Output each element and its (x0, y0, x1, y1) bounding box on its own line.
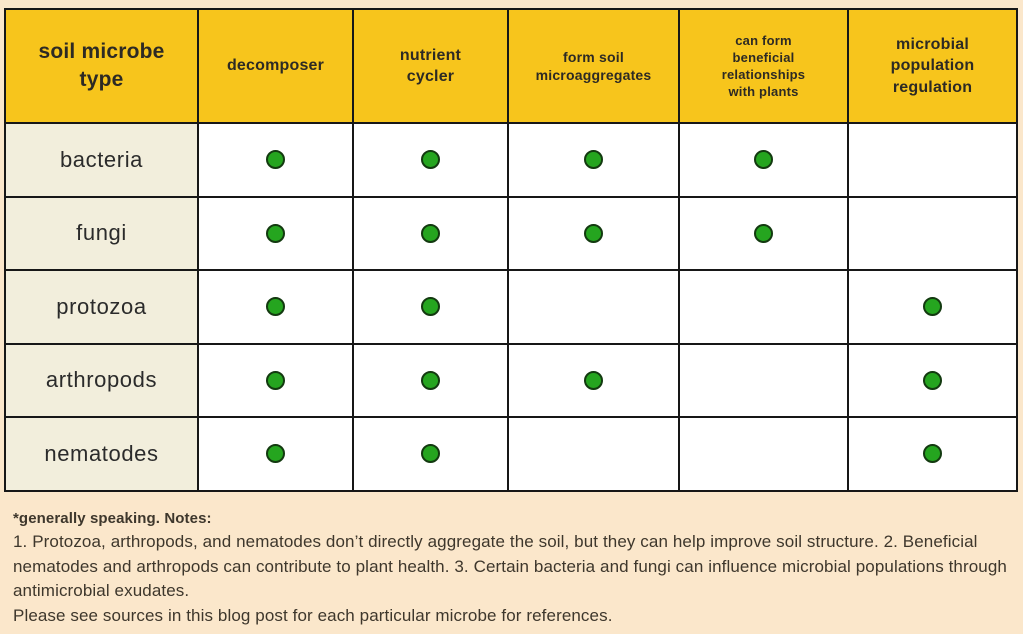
green-dot-icon (266, 444, 285, 463)
matrix-cell (849, 343, 1016, 417)
matrix-cell (509, 343, 680, 417)
matrix-cell (354, 122, 509, 196)
matrix-cell (849, 269, 1016, 343)
matrix-cell (354, 343, 509, 417)
matrix-cell (509, 269, 680, 343)
green-dot-icon (754, 224, 773, 243)
matrix-cell (199, 269, 354, 343)
green-dot-icon (266, 371, 285, 390)
green-dot-icon (266, 224, 285, 243)
matrix-cell (354, 269, 509, 343)
table-body (6, 122, 1016, 490)
footnotes-references-line: Please see sources in this blog post for each particular microbe for references. (13, 605, 613, 625)
matrix-cell (199, 122, 354, 196)
matrix-cell (680, 196, 849, 270)
column-header-soil-microbe-type: soil microbe type (6, 10, 199, 122)
matrix-cell (680, 343, 849, 417)
green-dot-icon (421, 444, 440, 463)
matrix-cell (509, 122, 680, 196)
column-header-population-regulation: microbial population regulation (849, 10, 1016, 122)
matrix-cell (849, 122, 1016, 196)
matrix-cell (849, 416, 1016, 490)
row-label: protozoa (6, 269, 199, 343)
green-dot-icon (421, 150, 440, 169)
matrix-cell (849, 196, 1016, 270)
green-dot-icon (266, 150, 285, 169)
column-header-decomposer: decomposer (199, 10, 354, 122)
green-dot-icon (266, 297, 285, 316)
green-dot-icon (421, 224, 440, 243)
footnotes-body: 1. Protozoa, arthropods, and nematodes don’t directly aggregate the soil, but they can help improve soil structure. 2. Beneficial nematodes and arthropods can contribute to plant health. 3. Certain bacteria and fungi can influence microbial populations through antimicrobial exudates. (13, 532, 1007, 600)
green-dot-icon (421, 297, 440, 316)
green-dot-icon (754, 150, 773, 169)
table-row (6, 269, 1016, 343)
green-dot-icon (923, 371, 942, 390)
matrix-cell (680, 416, 849, 490)
green-dot-icon (923, 444, 942, 463)
matrix-cell (199, 416, 354, 490)
matrix-cell (354, 196, 509, 270)
matrix-cell (680, 269, 849, 343)
matrix-cell (680, 122, 849, 196)
table-row (6, 343, 1016, 417)
matrix-cell (509, 416, 680, 490)
table-header-row (6, 10, 1016, 122)
green-dot-icon (584, 371, 603, 390)
matrix-cell (354, 416, 509, 490)
column-header-nutrient-cycler: nutrient cycler (354, 10, 509, 122)
row-label: nematodes (6, 416, 199, 490)
matrix-cell (199, 196, 354, 270)
table-row (6, 416, 1016, 490)
table-row (6, 122, 1016, 196)
green-dot-icon (584, 150, 603, 169)
row-label: fungi (6, 196, 199, 270)
row-label: bacteria (6, 122, 199, 196)
footnotes-heading: *generally speaking. Notes: (13, 510, 212, 527)
column-header-form-soil-microaggregates: form soil microaggregates (509, 10, 680, 122)
microbe-function-table (4, 8, 1018, 492)
green-dot-icon (923, 297, 942, 316)
matrix-cell (199, 343, 354, 417)
table-row (6, 196, 1016, 270)
green-dot-icon (584, 224, 603, 243)
row-label: arthropods (6, 343, 199, 417)
footnotes (13, 508, 1011, 628)
green-dot-icon (421, 371, 440, 390)
matrix-cell (509, 196, 680, 270)
column-header-beneficial-relationships: can form beneficial relationships with plants (680, 10, 849, 122)
